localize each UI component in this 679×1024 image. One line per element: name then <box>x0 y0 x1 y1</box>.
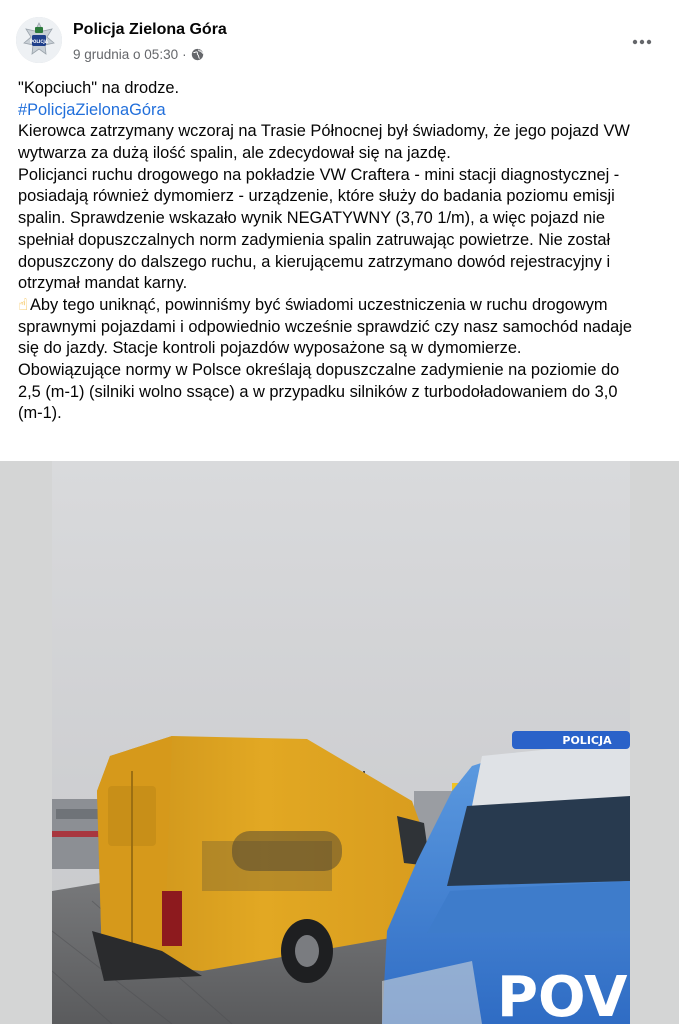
post-text-line: wytwarza za dużą ilość spalin, ale zdecydował się na jazdę. <box>18 144 451 163</box>
police-badge-icon <box>16 17 62 63</box>
page-name-link[interactable]: Policja Zielona Góra <box>73 21 227 38</box>
post-photo[interactable] <box>52 461 630 1024</box>
post-text-line: "Kopciuch" na drodze. <box>18 79 180 97</box>
svg-text:POLICJA: POLICJA <box>30 39 48 44</box>
post-text-line: posiadają również dymomierz - urządzenie, które służy do badania poziomu emisji <box>18 187 615 206</box>
post-text-line: się do jazdy. Stacje kontroli pojazdów wyposażone są w dymomierze. <box>18 339 522 358</box>
post-timestamp[interactable]: 9 grudnia o 05:30 <box>73 47 179 62</box>
hashtag-link[interactable]: #PolicjaZielonaGóra <box>18 100 166 119</box>
post-text-line: Kierowca zatrzymany wczoraj na Trasie Północnej był świadomy, że jego pojazd VW <box>18 122 630 141</box>
post-text-line: spalin. Sprawdzenie wskazało wynik NEGATYWNY (3,70 1/m), a więc pojazd nie <box>18 209 605 228</box>
post-text-line: dopuszczony do dalszego ruchu, a kierującemu zatrzymano dowód rejestracyjny i <box>18 252 611 271</box>
page-avatar[interactable] <box>16 17 62 63</box>
post-text-line: Aby tego uniknąć, powinniśmy być świadomi uczestniczenia w ruchu drogowym <box>29 295 608 314</box>
meta-separator: · <box>182 47 187 62</box>
more-dots-icon <box>631 39 653 45</box>
post-text-line: sprawnymi pojazdami i odpowiednio wcześnie sprawdzić czy nasz samochód nadaje <box>18 317 633 336</box>
police-van-label: POLICJA <box>562 734 612 747</box>
post-text-line: 2,5 (m-1) (silniki wolno ssące) a w przypadku silników z turbodoładowaniem do 3,0 <box>18 382 618 401</box>
post-text-line: otrzymał mandat karny. <box>18 274 188 293</box>
photo-scene <box>52 461 630 1024</box>
post-text-line: (m-1). <box>18 404 62 423</box>
post-text-line: Obowiązujące normy w Polsce określają dopuszczalne zadymienie na poziomie do <box>18 360 620 379</box>
post-text-line: Policjanci ruchu drogowego na pokładzie VW Craftera - mini stacji diagnostycznej - <box>18 165 620 184</box>
globe-icon[interactable] <box>191 48 204 61</box>
post-text <box>18 78 666 425</box>
post-media <box>0 461 679 1024</box>
post-meta <box>73 47 204 62</box>
post-header <box>16 17 663 67</box>
post-options-button[interactable] <box>625 27 659 57</box>
post-text-line: spełniał dopuszczalnych norm zadymienia spalin zatruwając powietrze. Nie został <box>18 230 611 249</box>
police-van-lettering: POV <box>497 965 628 1024</box>
point-up-hand-icon: ☝ <box>18 295 28 314</box>
